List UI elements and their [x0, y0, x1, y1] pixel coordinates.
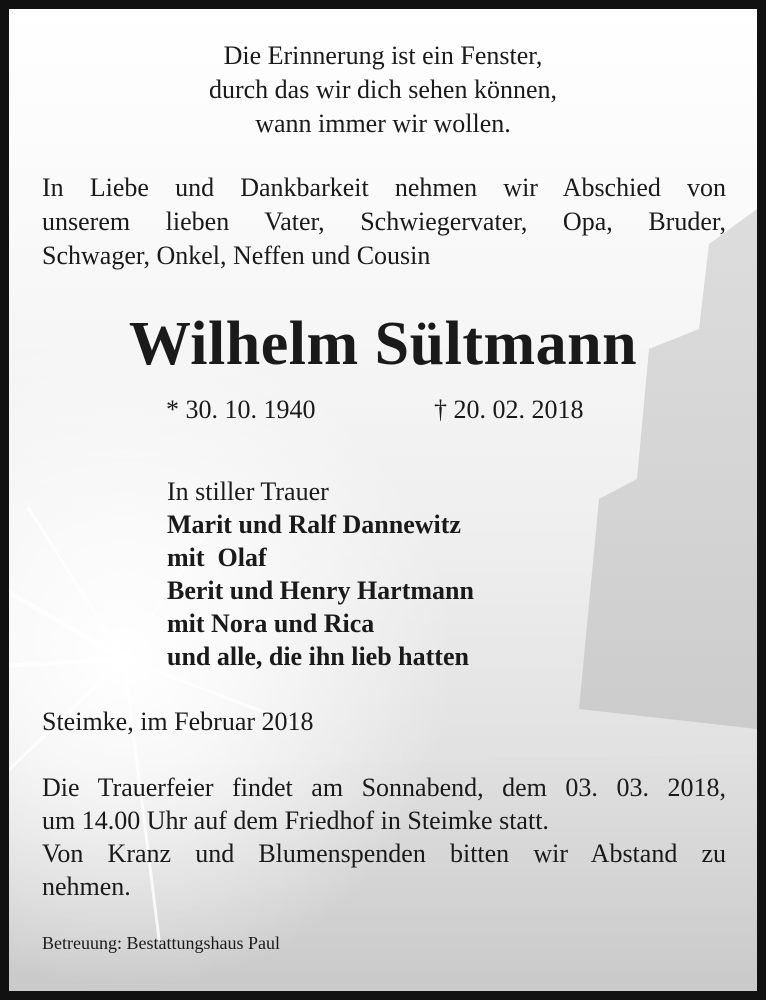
mourners-list — [167, 475, 474, 673]
motto-quote — [9, 39, 757, 141]
funeral-line: nehmen. — [42, 872, 131, 901]
death-date: † 20. 02. 2018 — [434, 395, 584, 424]
place-and-date: Steimke, im Februar 2018 — [42, 707, 314, 736]
mourner-line: Berit und Henry Hartmann — [167, 576, 474, 605]
birth-date: * 30. 10. 1940 — [166, 395, 316, 424]
mourner-line: Marit und Ralf Dannewitz — [167, 510, 461, 539]
funeral-line: um 14.00 Uhr auf dem Friedhof in Steimke statt. — [42, 806, 549, 835]
motto-line: wann immer wir wollen. — [255, 109, 511, 138]
funeral-information — [42, 771, 726, 903]
mourner-line: mit Olaf — [167, 543, 267, 572]
intro-line: unserem lieben Vater, Schwiegervater, Opa, Bruder, — [42, 207, 726, 236]
mourning-intro: In stiller Trauer — [167, 477, 329, 506]
deceased-name: Wilhelm Sültmann — [128, 310, 638, 378]
funeral-line: Die Trauerfeier findet am Sonnabend, dem 03. 03. 2018, — [42, 773, 726, 802]
funeral-home-credit: Betreuung: Bestattungshaus Paul — [42, 933, 280, 953]
motto-line: Die Erinnerung ist ein Fenster, — [223, 41, 543, 70]
intro-line: Schwager, Onkel, Neffen und Cousin — [42, 241, 431, 270]
mourner-line: mit Nora und Rica — [167, 609, 375, 638]
motto-line: durch das wir dich sehen können, — [208, 75, 558, 104]
mourner-line: und alle, die ihn lieb hatten — [167, 642, 469, 671]
intro-line: In Liebe und Dankbarkeit nehmen wir Abschied von — [42, 173, 726, 202]
farewell-intro — [42, 171, 726, 273]
funeral-line: Von Kranz und Blumenspenden bitten wir Abstand zu — [42, 839, 726, 868]
